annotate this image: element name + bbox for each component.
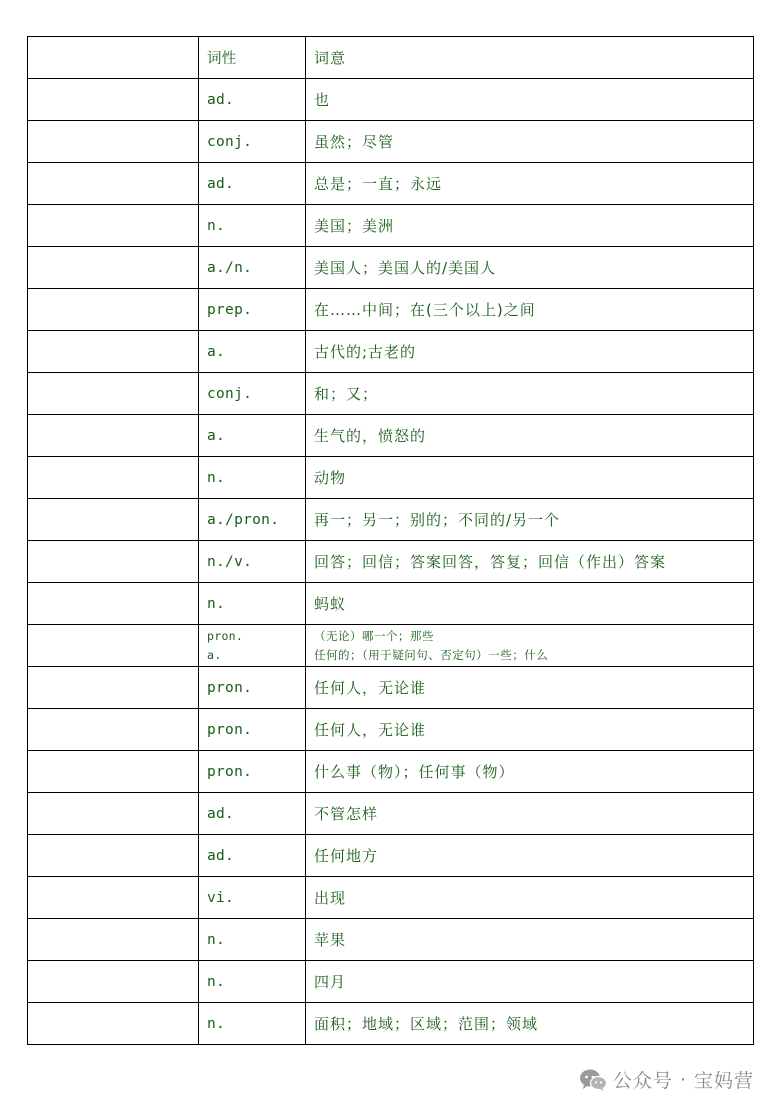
table-row — [28, 625, 754, 667]
footer-account-name: 宝妈营 — [693, 1070, 754, 1092]
word-cell — [28, 667, 199, 709]
word-cell — [28, 919, 199, 961]
pos-cell — [199, 625, 306, 667]
pos-text: a. — [207, 427, 226, 444]
meaning-cell — [306, 793, 754, 835]
word-cell — [28, 835, 199, 877]
pos-text: n. — [207, 931, 226, 948]
pos-text: a./n. — [207, 259, 253, 276]
meaning-text: 回答；回信；答案回答，答复；回信（作出）答案 — [314, 553, 667, 571]
meaning-text: 虽然；尽管 — [314, 133, 395, 151]
word-cell — [28, 583, 199, 625]
meaning-text: 任何人，无论谁 — [314, 679, 427, 697]
pos-cell — [199, 499, 306, 541]
meaning-text: 生气的，愤怒的 — [314, 427, 427, 445]
pos-cell — [199, 79, 306, 121]
pos-text: n. — [207, 217, 226, 234]
header-pos-cell: 词性 — [199, 37, 306, 79]
word-cell — [28, 961, 199, 1003]
wechat-icon — [579, 1068, 607, 1092]
meaning-cell — [306, 877, 754, 919]
meaning-cell — [306, 961, 754, 1003]
meaning-cell — [306, 709, 754, 751]
word-cell — [28, 79, 199, 121]
meaning-cell — [306, 163, 754, 205]
pos-cell — [199, 919, 306, 961]
word-cell — [28, 121, 199, 163]
meaning-cell — [306, 121, 754, 163]
meaning-text: 出现 — [314, 889, 347, 907]
pos-cell — [199, 373, 306, 415]
table-row — [28, 79, 754, 121]
table-row — [28, 163, 754, 205]
pos-cell — [199, 289, 306, 331]
word-cell — [28, 541, 199, 583]
meaning-cell — [306, 457, 754, 499]
pos-text: prep. — [207, 301, 253, 318]
meaning-cell — [306, 205, 754, 247]
meaning-cell — [306, 331, 754, 373]
meaning-text: 美国人；美国人的/美国人 — [314, 259, 497, 277]
word-cell — [28, 877, 199, 919]
pos-cell — [199, 1003, 306, 1045]
meaning-cell — [306, 499, 754, 541]
word-cell — [28, 751, 199, 793]
header-word-cell — [28, 37, 199, 79]
pos-cell — [199, 331, 306, 373]
word-cell — [28, 373, 199, 415]
pos-text: ad. — [207, 91, 235, 108]
vocabulary-table — [27, 36, 754, 1045]
table-row — [28, 667, 754, 709]
meaning-cell — [306, 79, 754, 121]
meaning-cell — [306, 373, 754, 415]
footer-separator: · — [679, 1068, 687, 1091]
word-cell — [28, 709, 199, 751]
table-row — [28, 793, 754, 835]
table-row — [28, 205, 754, 247]
pos-text: a. — [207, 647, 222, 662]
word-cell — [28, 625, 199, 667]
pos-cell — [199, 457, 306, 499]
pos-cell — [199, 583, 306, 625]
meaning-text: 在……中间；在(三个以上)之间 — [314, 301, 536, 319]
table-row — [28, 331, 754, 373]
word-cell — [28, 457, 199, 499]
meaning-cell — [306, 625, 754, 667]
pos-text: conj. — [207, 385, 253, 402]
meaning-text: 四月 — [314, 973, 347, 991]
pos-cell — [199, 877, 306, 919]
word-cell — [28, 415, 199, 457]
meaning-text: 古代的;古老的 — [314, 343, 417, 361]
table-row — [28, 709, 754, 751]
table-row — [28, 373, 754, 415]
meaning-cell — [306, 751, 754, 793]
meaning-text: 动物 — [314, 469, 347, 487]
pos-text: pron. — [207, 679, 253, 696]
pos-text: n. — [207, 1015, 226, 1032]
pos-text: n. — [207, 469, 226, 486]
meaning-cell — [306, 919, 754, 961]
table-row — [28, 961, 754, 1003]
word-cell — [28, 163, 199, 205]
pos-text: ad. — [207, 175, 235, 192]
meaning-cell — [306, 835, 754, 877]
pos-cell — [199, 961, 306, 1003]
word-cell — [28, 247, 199, 289]
pos-cell — [199, 541, 306, 583]
pos-text: a./pron. — [207, 511, 280, 528]
pos-text: n. — [207, 973, 226, 990]
table-row — [28, 457, 754, 499]
pos-cell — [199, 793, 306, 835]
table-row — [28, 751, 754, 793]
header-meaning-cell: 词意 — [306, 37, 754, 79]
meaning-text: 任何的；（用于疑问句、否定句）一些；什么 — [314, 647, 549, 662]
pos-text: pron. — [207, 763, 253, 780]
meaning-cell — [306, 1003, 754, 1045]
meaning-cell — [306, 541, 754, 583]
pos-cell — [199, 121, 306, 163]
pos-cell — [199, 667, 306, 709]
meaning-cell — [306, 667, 754, 709]
meaning-text: 和；又； — [314, 385, 379, 403]
table-row — [28, 247, 754, 289]
pos-cell — [199, 205, 306, 247]
pos-cell — [199, 415, 306, 457]
pos-text: pron. — [207, 721, 253, 738]
meaning-text: 蚂蚁 — [314, 595, 347, 613]
table-header-row — [28, 37, 754, 79]
pos-text: pron. — [207, 628, 244, 643]
pos-text: vi. — [207, 889, 235, 906]
word-cell — [28, 499, 199, 541]
table-body — [28, 37, 754, 1045]
table-row — [28, 121, 754, 163]
meaning-text: 总是；一直；永远 — [314, 175, 443, 193]
pos-text: ad. — [207, 847, 235, 864]
table-row — [28, 583, 754, 625]
footer-watermark — [579, 1066, 754, 1093]
word-cell — [28, 205, 199, 247]
pos-text: n./v. — [207, 553, 253, 570]
table-row — [28, 835, 754, 877]
meaning-cell — [306, 415, 754, 457]
table-row — [28, 499, 754, 541]
table-row — [28, 877, 754, 919]
footer-label: 公众号 — [612, 1070, 673, 1092]
table-row — [28, 919, 754, 961]
pos-cell — [199, 835, 306, 877]
word-cell — [28, 289, 199, 331]
meaning-text: 也 — [314, 91, 331, 109]
pos-cell — [199, 751, 306, 793]
pos-text: ad. — [207, 805, 235, 822]
word-cell — [28, 793, 199, 835]
pos-text: conj. — [207, 133, 253, 150]
meaning-cell — [306, 247, 754, 289]
pos-cell — [199, 247, 306, 289]
meaning-cell — [306, 289, 754, 331]
table-row — [28, 415, 754, 457]
meaning-text: 不管怎样 — [314, 805, 379, 823]
meaning-text: 什么事（物）；任何事（物） — [314, 763, 515, 781]
pos-text: n. — [207, 595, 226, 612]
table-row — [28, 289, 754, 331]
meaning-text: 苹果 — [314, 931, 347, 949]
meaning-text: 再一；另一；别的；不同的/另一个 — [314, 511, 561, 529]
pos-cell — [199, 709, 306, 751]
meaning-text: 美国；美洲 — [314, 217, 395, 235]
word-cell — [28, 1003, 199, 1045]
pos-cell — [199, 163, 306, 205]
meaning-cell — [306, 583, 754, 625]
word-cell — [28, 331, 199, 373]
pos-text: a. — [207, 343, 226, 360]
table-row — [28, 1003, 754, 1045]
meaning-text: 面积；地域；区域；范围；领域 — [314, 1015, 539, 1033]
meaning-text: 任何地方 — [314, 847, 379, 865]
meaning-text: （无论）哪一个；那些 — [314, 628, 434, 643]
table-row — [28, 541, 754, 583]
meaning-text: 任何人，无论谁 — [314, 721, 427, 739]
